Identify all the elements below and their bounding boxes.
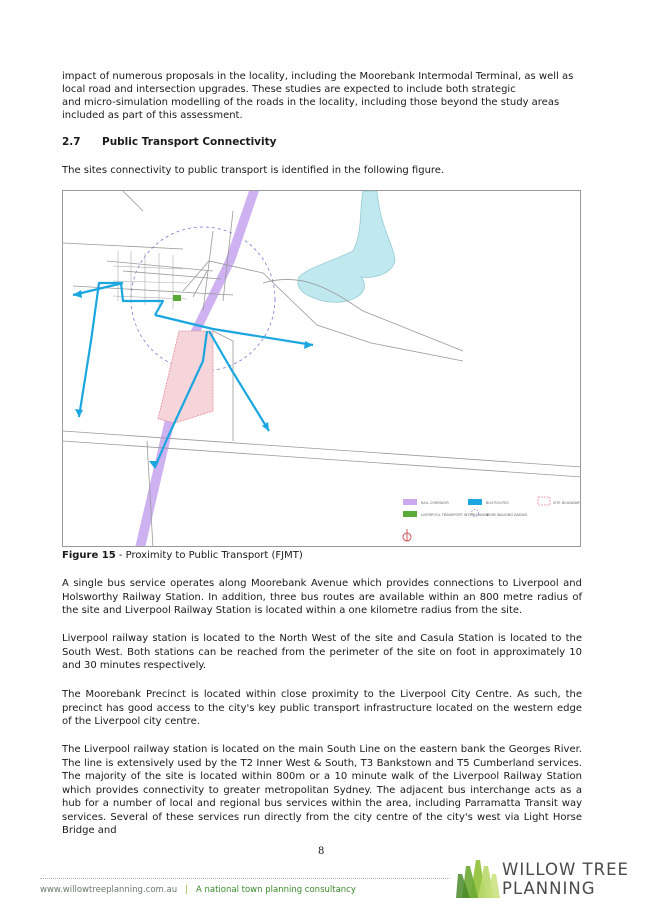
bus-route-west [79,283,163,417]
bus-route-southeast [209,331,269,431]
paragraph-bus-service: A single bus service operates along Moorebank Avenue which provides connections to Liverpool and Holsworthy Railway Station. In addition, three bus routes are available within an 800 metre radius of the site and Liverpool Railway Station is located within a one kilometre radius from the site. [62,578,582,616]
paragraph-precinct: The Moorebank Precinct is located within close proximity to the Liverpool City Centre. As such, the precinct has good access to the city's key public transport infrastructure located on the western edge of the Liverpool city centre. [62,689,582,727]
figure-label: Figure 15 [62,550,116,561]
footer-tagline: A national town planning consultancy [195,885,356,895]
footer-url[interactable]: www.willowtreeplanning.com.au [40,885,178,895]
transport-map [62,190,581,547]
legend-rail: RAIL CORRIDOR [421,501,449,505]
figure-caption-text: - Proximity to Public Transport (FJMT) [115,550,303,561]
footer-divider [40,878,450,879]
legend-bus: BUS ROUTES [486,501,509,505]
logo-text-line1: WILLOW TREE [502,860,629,879]
section-intro: The sites connectivity to public transport is identified in the following figure. [62,165,445,176]
intro-line-2: local road and intersection upgrades. These studies are expected to include both strategic [62,84,516,95]
interchange-marker [173,295,181,301]
intro-line-3: and micro-simulation modelling of the roads in the locality, including those beyond the study areas [62,97,560,108]
figure-caption [62,550,303,561]
section-title: Public Transport Connectivity [102,136,277,148]
road-network [63,191,581,547]
footer [40,885,356,895]
paragraph-liverpool-station: The Liverpool railway station is located on the main South Line on the eastern bank the Georges River. The line is extensively used by the T2 Inner West & South, T3 Bankstown and T5 Cumberland services. The majority of the site is located within 800m or a 10 minute walk of the Liverpool Railway Station which provides connectivity to greater metropolitan Sydney. The adjacent bus interchange acts as a hub for a number of local and regional bus services within the area, including Parramatta Transit way services. Several of these services run directly from the city centre of the city's west via Light Horse Bridge and [62,744,582,836]
section-heading [62,136,277,148]
map-legend [403,497,581,517]
page-number: 8 [318,846,325,857]
section-number: 2.7 [62,136,81,148]
north-arrow-icon [403,529,411,541]
paragraph-railway-stations: Liverpool railway station is located to the North West of the site and Casula Station is located to the South West. Both stations can be reached from the perimeter of the site on foot in approximately 10 and 30 minutes respectively. [62,633,582,671]
intro-line-4: included as part of this assessment. [62,110,243,121]
legend-radius: 800M WALKING RADIUS [486,513,528,517]
footer-separator: | [185,885,188,895]
logo-text-line2: PLANNING [502,879,596,898]
georges-river [298,191,395,302]
legend-interchange: LIVERPOOL TRANSPORT INTERCHANGE [421,513,489,517]
legend-site: SITE BOUNDARY [553,501,582,505]
intro-line-1: impact of numerous proposals in the locality, including the Moorebank Intermodal Terminal, as well as [62,71,574,82]
map-graphic [63,191,581,547]
